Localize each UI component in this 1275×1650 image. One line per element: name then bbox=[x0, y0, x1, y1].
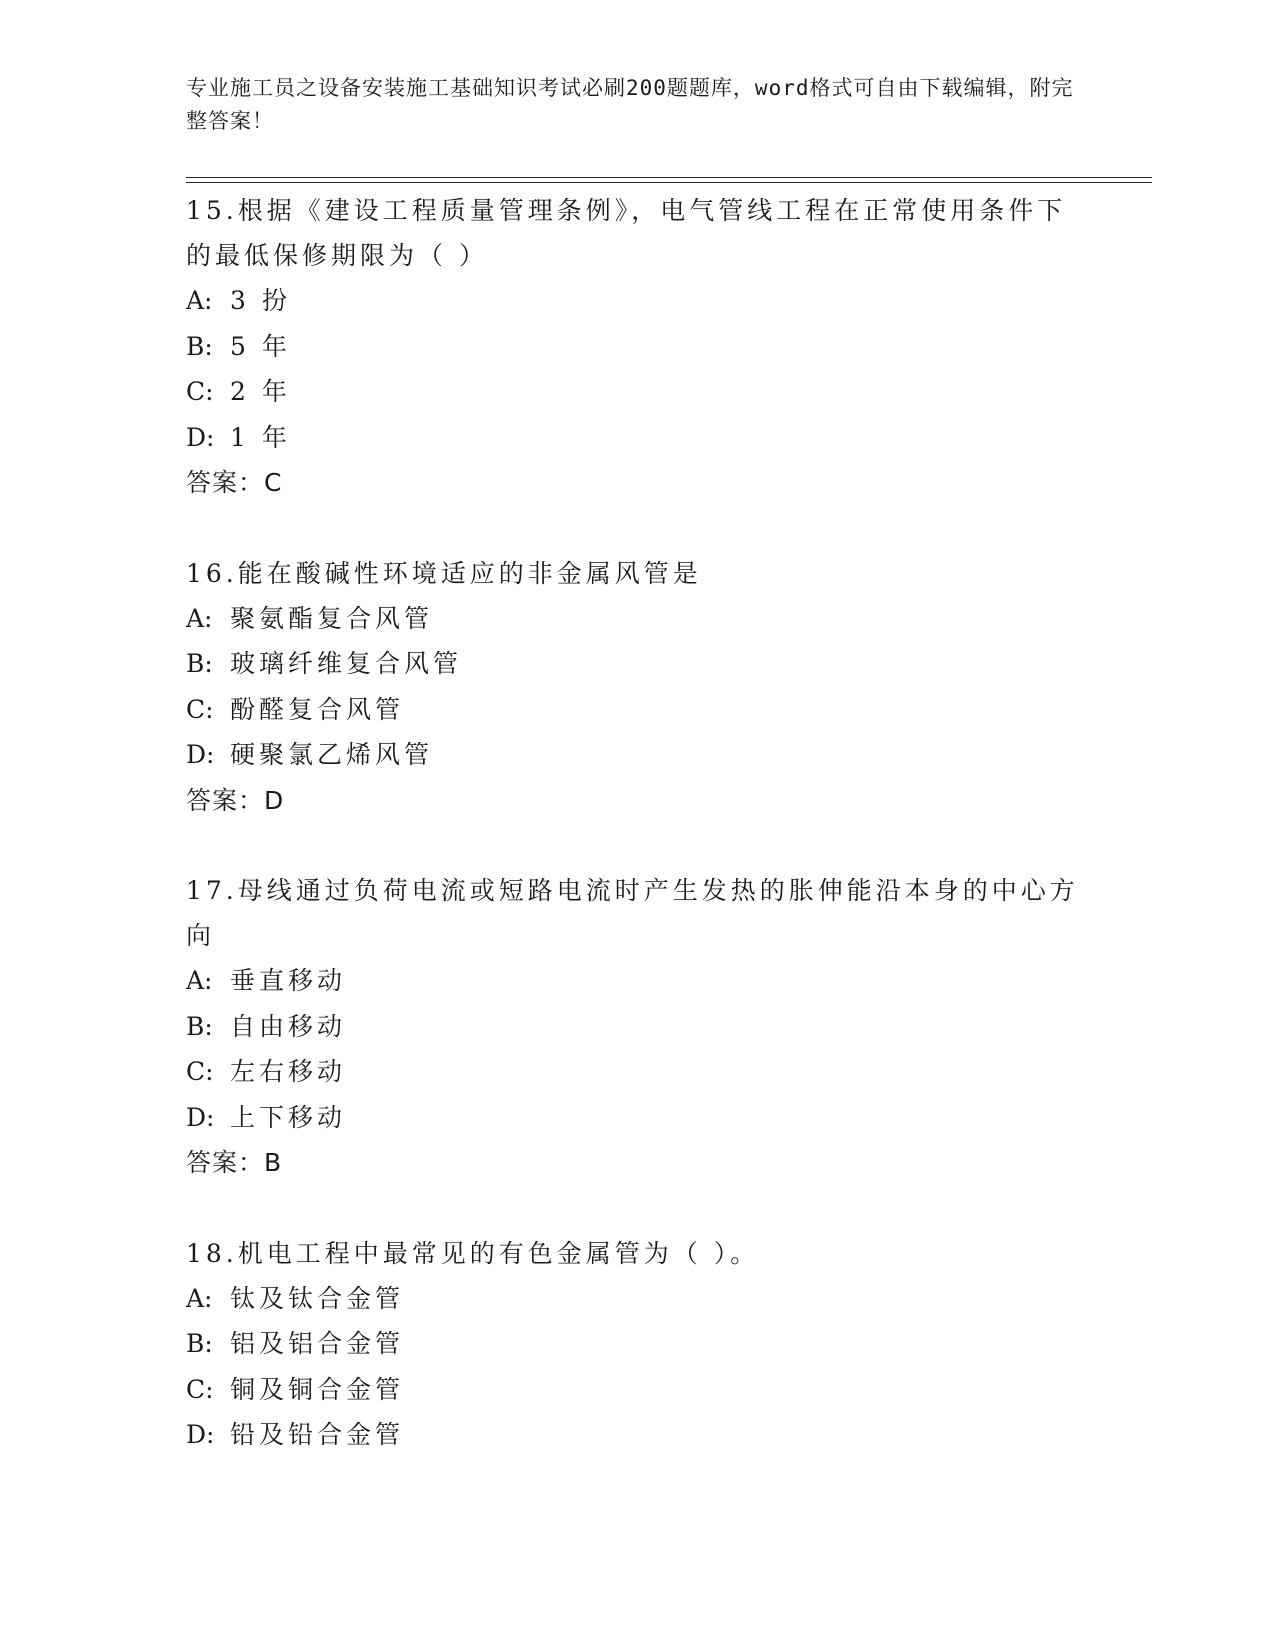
question-text: 17.母线通过负荷电流或短路电流时产生发热的胀伸能沿本身的中心方向 bbox=[186, 876, 1079, 950]
option-label: C: bbox=[186, 1374, 214, 1404]
option-a bbox=[186, 278, 1086, 324]
question-text: 15.根据《建设工程质量管理条例》，电气管线工程在正常使用条件下的最低保修期限为（ ） bbox=[186, 196, 1067, 270]
option-text: 自由移动 bbox=[230, 1011, 347, 1041]
question-16 bbox=[186, 551, 1086, 824]
option-text: 左右移动 bbox=[230, 1057, 347, 1086]
option-text: 硬聚氯乙烯风管 bbox=[230, 740, 434, 769]
option-label: D: bbox=[186, 740, 215, 769]
option-d bbox=[186, 732, 1086, 778]
option-label: C: bbox=[186, 694, 214, 724]
option-text: 上下移动 bbox=[230, 1102, 347, 1132]
option-text: 5 年 bbox=[230, 331, 291, 361]
option-a bbox=[186, 958, 1086, 1004]
option-text: 铜及铜合金管 bbox=[230, 1374, 405, 1404]
answer-line: 答案：B bbox=[186, 1148, 283, 1177]
question-17 bbox=[186, 868, 1086, 1186]
option-label: A: bbox=[186, 286, 213, 315]
option-text: 2 年 bbox=[230, 377, 291, 406]
option-b bbox=[186, 324, 1086, 370]
option-label: A: bbox=[186, 603, 213, 633]
option-b bbox=[186, 1004, 1086, 1050]
option-label: B: bbox=[186, 649, 213, 678]
question-list bbox=[186, 188, 1086, 1503]
option-label: B: bbox=[186, 331, 213, 361]
option-text: 酚醛复合风管 bbox=[230, 694, 405, 724]
header-divider-bottom bbox=[186, 182, 1152, 183]
option-text: 铝及铝合金管 bbox=[230, 1329, 405, 1358]
question-text: 18.机电工程中最常见的有色金属管为（ ）。 bbox=[186, 1238, 760, 1268]
option-a bbox=[186, 1276, 1086, 1322]
option-label: B: bbox=[186, 1011, 213, 1041]
question-18 bbox=[186, 1231, 1086, 1458]
option-d bbox=[186, 415, 1086, 461]
option-label: D: bbox=[186, 1420, 215, 1449]
option-label: B: bbox=[186, 1329, 213, 1358]
option-label: D: bbox=[186, 1102, 215, 1132]
option-text: 垂直移动 bbox=[230, 966, 347, 995]
option-d bbox=[186, 1095, 1086, 1141]
question-text: 16.能在酸碱性环境适应的非金属风管是 bbox=[186, 558, 702, 588]
option-b bbox=[186, 641, 1086, 687]
option-label: C: bbox=[186, 1057, 214, 1086]
option-a bbox=[186, 596, 1086, 642]
question-15 bbox=[186, 188, 1086, 506]
option-text: 3 扮 bbox=[230, 286, 291, 315]
document-header: 专业施工员之设备安装施工基础知识考试必刷200题题库，word格式可自由下载编辑，附完整答案！ bbox=[186, 76, 1074, 133]
option-label: C: bbox=[186, 377, 214, 406]
option-text: 聚氨酯复合风管 bbox=[230, 603, 434, 633]
option-text: 1 年 bbox=[230, 422, 291, 452]
option-d bbox=[186, 1412, 1086, 1458]
option-c bbox=[186, 1367, 1086, 1413]
answer-line: 答案：D bbox=[186, 785, 285, 815]
option-label: A: bbox=[186, 1283, 213, 1313]
option-c bbox=[186, 687, 1086, 733]
option-c bbox=[186, 369, 1086, 415]
option-b bbox=[186, 1321, 1086, 1367]
option-text: 玻璃纤维复合风管 bbox=[230, 649, 463, 678]
option-label: D: bbox=[186, 422, 215, 452]
answer-line: 答案：C bbox=[186, 468, 283, 497]
header-divider-top bbox=[186, 177, 1152, 178]
option-c bbox=[186, 1049, 1086, 1095]
option-text: 钛及钛合金管 bbox=[230, 1283, 405, 1313]
option-label: A: bbox=[186, 966, 213, 995]
option-text: 铅及铅合金管 bbox=[230, 1420, 405, 1449]
